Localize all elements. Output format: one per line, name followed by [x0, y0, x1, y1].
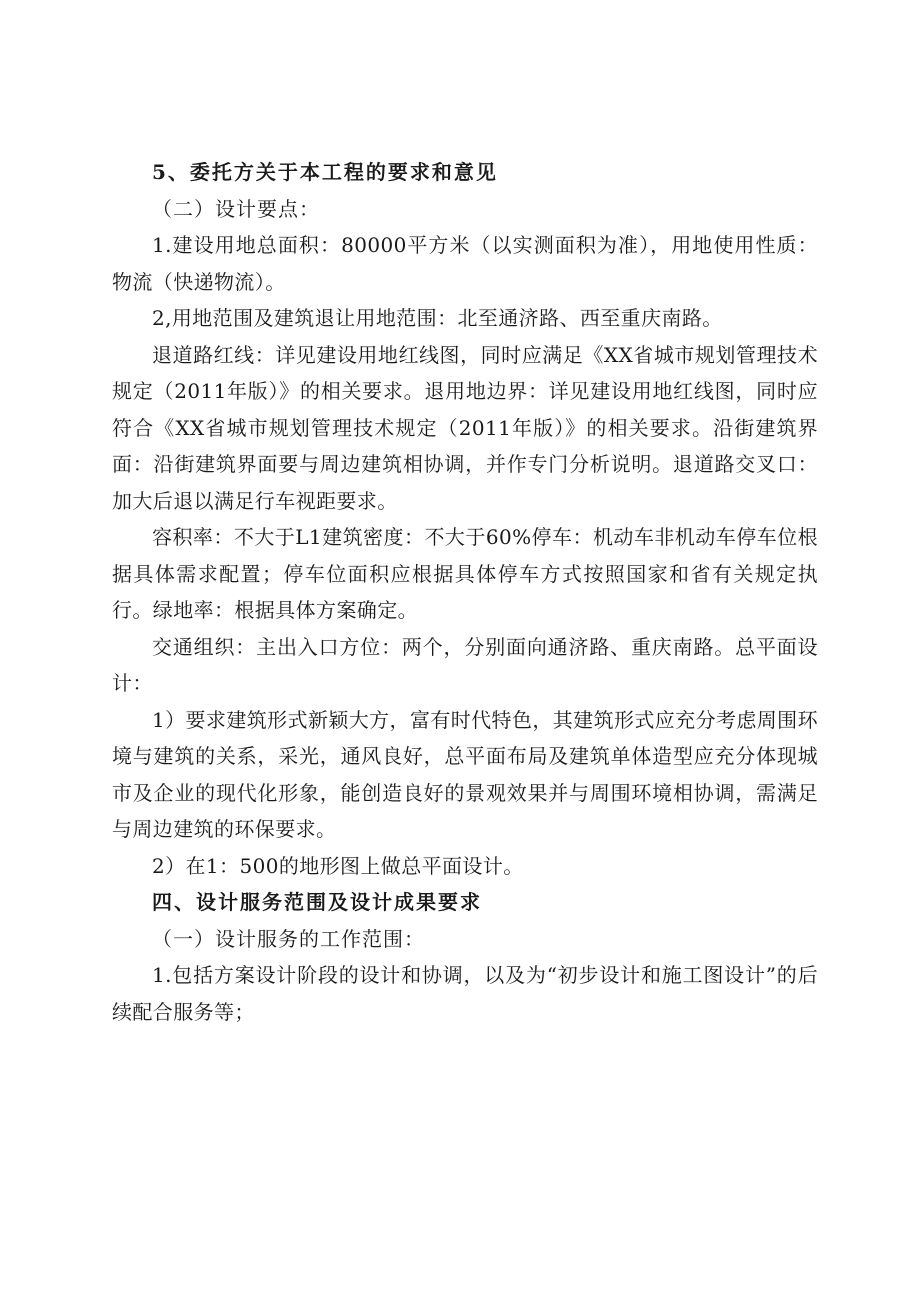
paragraph-plot-ratio: 容积率：不大于L1建筑密度：不大于60%停车：机动车非机动车停车位根据具体需求配置；停车位面积应根据具体停车方式按照国家和省有关规定执行。绿地率：根据具体方案确定。 — [112, 525, 818, 622]
paragraph-scheme-design: 1.包括方案设计阶段的设计和协调，以及为“初步设计和施工图设计”的后续配合服务等； — [112, 963, 818, 1024]
paragraph-site-boundary: 2,用地范围及建筑退让用地范围：北至通济路、西至重庆南路。 — [152, 306, 723, 330]
subheading-work-scope: （一）设计服务的工作范围： — [152, 926, 425, 951]
paragraph-traffic-organization: 交通组织：主出入口方位：两个，分别面向通济路、重庆南路。总平面设计： — [112, 634, 818, 695]
section-heading-design-scope: 四、设计服务范围及设计成果要求 — [152, 890, 482, 914]
section-heading-client-requirements: 5、委托方关于本工程的要求和意见 — [152, 160, 498, 184]
paragraph-site-plan-scale: 2）在1：500的地形图上做总平面设计。 — [152, 853, 524, 878]
paragraph-site-area: 1.建设用地总面积：80000平方米（以实测面积为准），用地使用性质：物流（快递物流）。 — [112, 233, 818, 294]
document-body — [112, 154, 818, 1030]
subheading-design-points: （二）设计要点： — [152, 196, 320, 221]
paragraph-architectural-form: 1）要求建筑形式新颖大方，富有时代特色，其建筑形式应充分考虑周围环境与建筑的关系，采光，通风良好，总平面布局及建筑单体造型应充分体现城市及企业的现代化形象，能创造良好的景观效果并与周围环境相协调，需满足与周边建筑的环保要求。 — [112, 707, 818, 841]
paragraph-setback-requirements: 退道路红线：详见建设用地红线图，同时应满足《XX省城市规划管理技术规定（2011年版）》的相关要求。退用地边界：详见建设用地红线图，同时应符合《XX省城市规划管理技术规定（2011年版）》的相关要求。沿街建筑界面：沿街建筑界面要与周边建筑相协调，并作专门分析说明。退道路交叉口：加大后退以满足行车视距要求。 — [112, 342, 818, 513]
